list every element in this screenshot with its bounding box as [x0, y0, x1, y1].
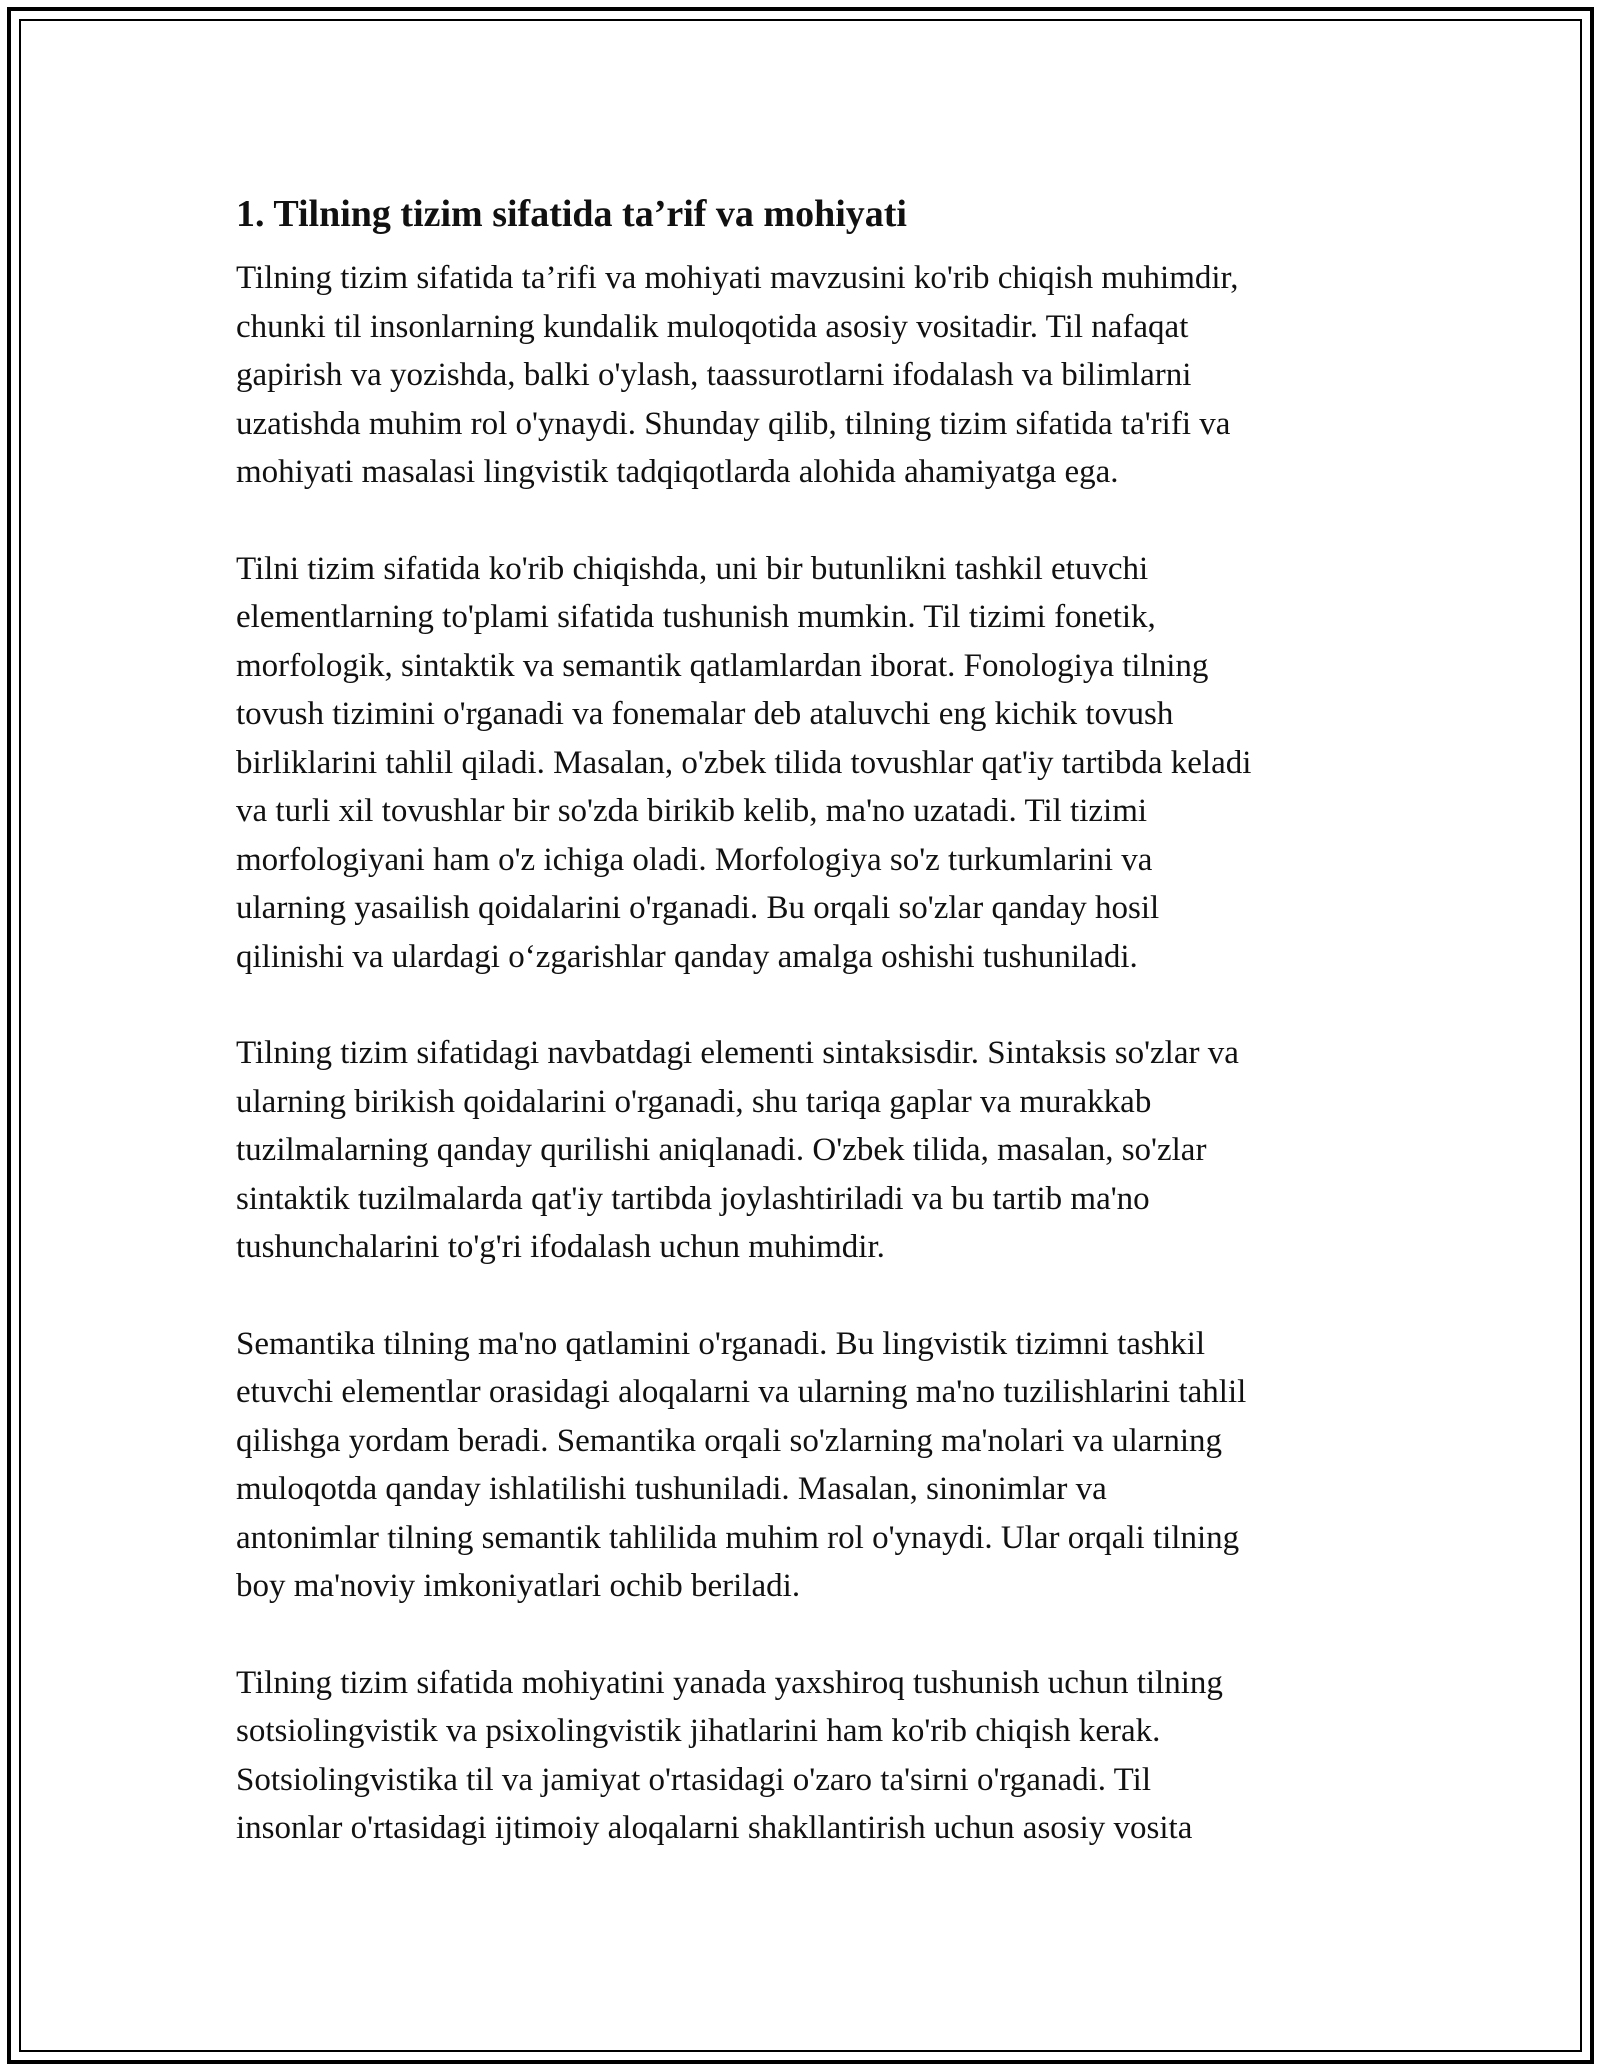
paragraph-1 [236, 254, 1386, 497]
text-line: boy ma'noviy imkoniyatlari ochib beriladi. [236, 1568, 801, 1604]
text-line: uzatishda muhim rol o'ynaydi. Shunday qilib, tilning tizim sifatida ta'rifi va [236, 405, 1231, 442]
text-line: etuvchi elementlar orasidagi aloqalarni va ularning ma'no tuzilishlarini tahlil [236, 1374, 1247, 1410]
text-line: insonlar o'rtasidagi ijtimoiy aloqalarni shakllantirish uchun asosiy vosita [236, 1810, 1193, 1846]
text-line: qilishga yordam beradi. Semantika orqali so'zlarning ma'nolari va ularning [236, 1422, 1223, 1459]
paragraph-2 [236, 545, 1386, 982]
text-line: tovush tizimini o'rganadi va fonemalar deb ataluvchi eng kichik tovush [236, 696, 1174, 732]
text-line: ularning birikish qoidalarini o'rganadi, shu tariqa gaplar va murakkab [236, 1083, 1152, 1120]
text-line: sintaktik tuzilmalarda qat'iy tartibda joylashtiriladi va bu tartib ma'no [236, 1180, 1150, 1217]
text-line: gapirish va yozishda, balki o'ylash, taassurotlarni ifodalash va bilimlarni [236, 357, 1192, 393]
text-line: sotsiolingvistik va psixolingvistik jihatlarini ham ko'rib chiqish kerak. [236, 1713, 1161, 1749]
text-line: qilinishi va ulardagi o‘zgarishlar qanday amalga oshishi tushuniladi. [236, 938, 1138, 975]
text-line: Tilning tizim sifatida mohiyatini yanada yaxshiroq tushunish uchun tilning [236, 1664, 1223, 1701]
text-line: muloqotda qanday ishlatilishi tushuniladi. Masalan, sinonimlar va [236, 1471, 1107, 1507]
text-line: Tilning tizim sifatidagi navbatdagi elementi sintaksisdir. Sintaksis so'zlar va [236, 1035, 1239, 1071]
text-line: ularning yasailish qoidalarini o'rganadi. Bu orqali so'zlar qanday hosil [236, 890, 1160, 926]
text-line: va turli xil tovushlar bir so'zda birikib kelib, ma'no uzatadi. Til tizimi [236, 793, 1148, 829]
paragraph-5 [236, 1659, 1386, 1853]
document-body [236, 188, 1386, 1901]
text-line: morfologik, sintaktik va semantik qatlamlardan iborat. Fonologiya tilning [236, 647, 1209, 684]
text-line: tushunchalarini to'g'ri ifodalash uchun muhimdir. [236, 1229, 885, 1265]
section-heading: 1. Tilning tizim sifatida ta’rif va mohiyati [236, 193, 907, 235]
text-line: tuzilmalarning qanday qurilishi aniqlanadi. O'zbek tilida, masalan, so'zlar [236, 1132, 1207, 1168]
text-line: Tilni tizim sifatida ko'rib chiqishda, uni bir butunlikni tashkil etuvchi [236, 550, 1149, 587]
paragraph-4 [236, 1320, 1386, 1611]
text-line: elementlarning to'plami sifatida tushunish mumkin. Til tizimi fonetik, [236, 599, 1156, 635]
text-line: mohiyati masalasi lingvistik tadqiqotlarda alohida ahamiyatga ega. [236, 454, 1119, 490]
text-line: Sotsiolingvistika til va jamiyat o'rtasidagi o'zaro ta'sirni o'rganadi. Til [236, 1761, 1152, 1798]
text-line: birliklarini tahlil qiladi. Masalan, o'zbek tilida tovushlar qat'iy tartibda keladi [236, 744, 1252, 781]
text-line: chunki til insonlarning kundalik muloqotida asosiy vositadir. Til nafaqat [236, 308, 1189, 345]
paragraph-3 [236, 1029, 1386, 1272]
text-line: Tilning tizim sifatida ta’rifi va mohiyati mavzusini ko'rib chiqish muhimdir, [236, 260, 1239, 296]
text-line: antonimlar tilning semantik tahlilida muhim rol o'ynaydi. Ular orqali tilning [236, 1519, 1240, 1556]
text-line: morfologiyani ham o'z ichiga oladi. Morfologiya so'z turkumlarini va [236, 841, 1153, 878]
text-line: Semantika tilning ma'no qatlamini o'rganadi. Bu lingvistik tizimni tashkil [236, 1325, 1206, 1362]
